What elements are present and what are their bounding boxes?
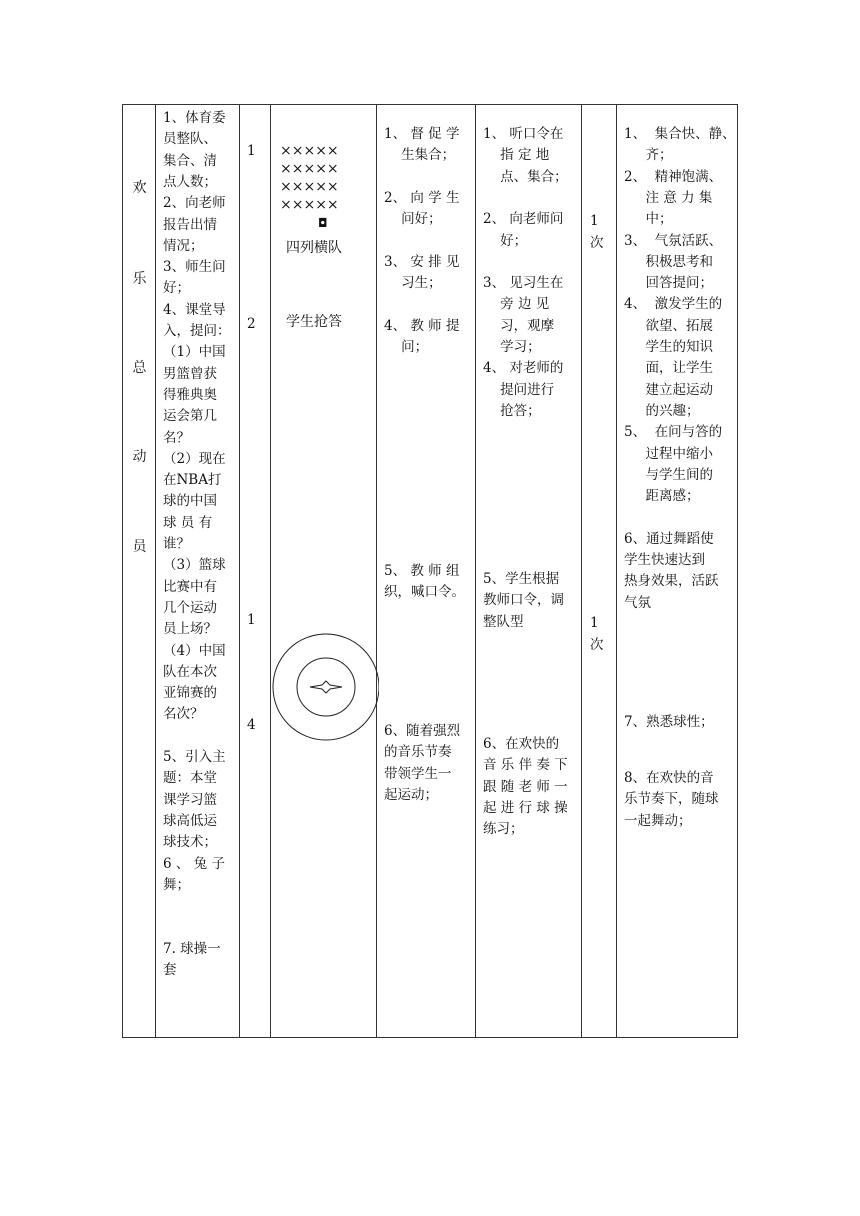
text-line: 情况；	[163, 237, 204, 254]
column-divider	[475, 105, 476, 1037]
text-line: 1、 听口令在	[483, 126, 564, 142]
text-line: 男篮曾获	[163, 365, 217, 382]
text-line: 在NBA打	[163, 472, 222, 489]
text-line: 旁 边 见	[483, 296, 550, 313]
inner-circle	[297, 658, 355, 716]
text-line: 运会第几	[163, 408, 217, 425]
text-line: 习，观摩	[483, 317, 555, 334]
text-line: 球 员 有	[163, 514, 213, 531]
text-line: 题：本堂	[163, 770, 217, 787]
circle-formation-diagram	[271, 629, 379, 745]
text-line: 名次？	[163, 706, 204, 723]
outer-circle	[273, 634, 379, 740]
text-line: 距离感；	[624, 488, 700, 505]
text-line: 几个运动	[163, 599, 217, 616]
text-line: 1、体育委	[163, 110, 226, 126]
text-line: 点、集合；	[483, 168, 568, 185]
text-line: 7、熟悉球性；	[624, 714, 714, 730]
text-line: 5、引入主	[163, 749, 226, 765]
text-line: 入，提问：	[163, 323, 231, 339]
lesson-plan-table	[122, 104, 738, 1038]
time-value: 2	[247, 316, 256, 332]
text-line: 4、 激发学生的	[624, 296, 723, 313]
text-line: 3、 见习生在	[483, 275, 564, 292]
text-line: 好；	[163, 280, 190, 297]
text-line: 音 乐 伴 奏 下	[483, 757, 568, 774]
text-line: 热身效果，活跃	[624, 573, 719, 590]
section-title-char: 乐	[132, 271, 147, 287]
text-line: 1、 集合快、静、	[624, 126, 736, 142]
time-value: 1	[247, 143, 256, 159]
text-line: 报告出情	[163, 216, 217, 233]
column-divider	[376, 105, 377, 1037]
text-line: 问；	[384, 339, 429, 355]
text-line: 气氛	[624, 594, 651, 611]
text-line: 教师口令，调	[483, 592, 564, 609]
text-line: （4）中国	[163, 642, 226, 659]
text-line: 员整队、	[163, 131, 217, 148]
column-divider	[155, 105, 156, 1037]
text-line: 的音乐节奏	[384, 744, 452, 761]
formation-row: ×××××	[280, 161, 339, 177]
answer-label: 学生抢答	[286, 314, 342, 330]
text-line: 2、 精神饱满、	[624, 168, 723, 185]
column-divider	[616, 105, 617, 1037]
text-line: 提问进行	[483, 381, 555, 398]
text-line: （3）篮球	[163, 557, 226, 574]
column-divider	[239, 105, 240, 1037]
text-line: 3、 安 排 见	[384, 253, 460, 270]
text-line: 4、 对老师的	[483, 360, 564, 377]
text-line: 5、学生根据	[483, 571, 560, 587]
text-line: 5、 在问与答的	[624, 424, 723, 441]
text-line: 谁？	[163, 536, 190, 552]
text-line: 起运动；	[384, 786, 438, 803]
text-line: 过程中缩小	[624, 445, 713, 462]
text-line: 好；	[483, 232, 528, 249]
text-line: 员上场？	[163, 621, 217, 638]
text-line: 注 意 力 集	[624, 189, 713, 206]
text-line: 2、 向老师问	[483, 211, 564, 228]
text-line: 球技术；	[163, 834, 217, 851]
text-line: 乐节奏下，随球	[624, 791, 719, 808]
text-line: 织，喊口令。	[384, 584, 465, 601]
text-line: 与学生间的	[624, 466, 713, 483]
text-line: 带领学生一	[384, 765, 452, 782]
text-line: 亚锦赛的	[163, 685, 217, 702]
text-line: 比赛中有	[163, 578, 217, 595]
text-line: 的兴趣；	[624, 402, 700, 419]
section-title-char: 员	[132, 539, 147, 555]
text-line: 4、课堂导	[163, 301, 226, 318]
text-line: 回答提问；	[624, 275, 713, 292]
formation-label: 四列横队	[286, 240, 342, 256]
text-line: 队在本次	[163, 663, 217, 680]
intensity-count: 1	[590, 213, 599, 229]
text-line: 欲望、拓展	[624, 317, 713, 334]
text-line: 整队型	[483, 613, 524, 630]
formation-row: ×××××	[280, 197, 339, 213]
text-line: 2、 向 学 生	[384, 189, 460, 206]
text-line: 学习；	[483, 339, 541, 355]
intensity-unit: 次	[590, 637, 604, 653]
text-line: 指 定 地	[483, 147, 550, 164]
text-line: 生集合；	[384, 147, 456, 164]
text-line: 3、师生问	[163, 259, 226, 276]
section-title-char: 欢	[132, 180, 147, 196]
column-divider	[270, 105, 271, 1037]
text-line: 跟 随 老 师 一	[483, 778, 568, 795]
section-title-char: 总	[132, 360, 147, 376]
text-line: （2）现在	[163, 450, 226, 467]
text-line: 建立起运动	[624, 381, 713, 398]
text-line: 6、随着强烈	[384, 723, 461, 739]
text-line: 3、 气氛活跃、	[624, 232, 723, 249]
column-divider	[581, 105, 582, 1037]
text-line: 抢答；	[483, 402, 541, 419]
text-line: 起 进 行 球 操	[483, 799, 568, 816]
formation-row: ×××××	[280, 179, 339, 195]
text-line: 球高低运	[163, 812, 217, 829]
text-line: 学生的知识	[624, 339, 713, 355]
text-line: 名？	[163, 429, 190, 446]
text-line: 1、 督 促 学	[384, 126, 460, 142]
text-line: 点人数；	[163, 173, 217, 190]
text-line: 8、在欢快的音	[624, 770, 714, 786]
text-line: 问好；	[384, 211, 442, 228]
text-line: 课学习篮	[163, 791, 217, 808]
text-line: 4、 教 师 提	[384, 317, 460, 334]
text-line: 套	[163, 962, 177, 978]
text-line: 习生；	[384, 275, 442, 292]
text-line: 积极思考和	[624, 253, 713, 270]
section-title-char: 动	[132, 449, 147, 465]
text-line: 学生快速达到	[624, 552, 705, 568]
star-marker-icon	[310, 681, 342, 693]
text-line: 舞；	[163, 876, 190, 893]
text-line: 得雅典奥	[163, 386, 217, 403]
text-line: 球的中国	[163, 493, 217, 510]
text-line: 中；	[624, 211, 673, 228]
text-line: 集合、清	[163, 152, 217, 169]
text-line: 6 、 兔 子	[163, 855, 225, 872]
intensity-count: 1	[590, 615, 599, 631]
text-line: （1）中国	[163, 344, 226, 361]
formation-row: ×××××	[280, 143, 339, 159]
text-line: 2、向老师	[163, 195, 226, 212]
text-line: 练习；	[483, 821, 524, 838]
text-line: 7. 球操一	[163, 940, 221, 957]
text-line: 齐；	[624, 147, 673, 164]
text-line: 6、在欢快的	[483, 736, 560, 752]
text-line: 5、 教 师 组	[384, 563, 460, 579]
intensity-unit: 次	[590, 235, 604, 251]
text-line: 面，让学生	[624, 360, 713, 377]
teacher-symbol: ◘	[318, 216, 328, 230]
time-value: 1	[247, 612, 256, 628]
time-value: 4	[247, 717, 256, 733]
text-line: 一起舞动；	[624, 812, 692, 829]
text-line: 6、通过舞蹈使	[624, 530, 714, 547]
